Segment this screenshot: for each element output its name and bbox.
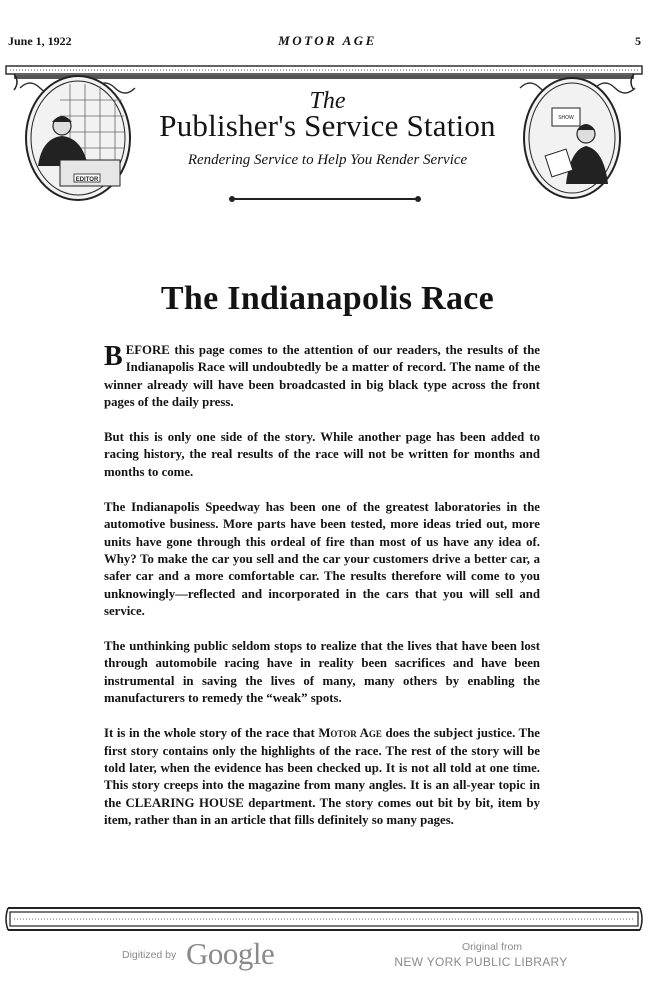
paragraph-text: It is in the whole story of the race that — [104, 726, 319, 741]
banner-tagline: Rendering Service to Help You Render Service — [187, 152, 468, 168]
library-name: NEW YORK PUBLIC LIBRARY — [394, 955, 568, 969]
article-title: The Indianapolis Race — [160, 280, 495, 317]
article-paragraph: BEFORE this page comes to the attention of our readers, the results of the Indianapolis Race will undoubtedly be a matter of record. The name of the winner already will have been broadcasted in big black type across the front pages of the daily press. — [104, 341, 540, 409]
footer-rule-ornament — [0, 900, 655, 940]
article-paragraph: But this is only one side of the story. While another page has been added to racing history, the real results of the race will not be written for months and months to come. — [104, 430, 540, 479]
original-from-label: Original from — [461, 941, 523, 953]
google-logo-text: Google — [186, 936, 275, 971]
paragraph-text: does the subject justice. The first story contains only the highlights of the race. The rest of the story will be told later, when the evidence has been checked up. It is not all told at one time. This story creeps into the magazine from many angles. It is an all-year topic in the CLEARING HOUSE department. The story comes out bit by bit, item by item, rather than in an article that fills definitely so many pages. — [104, 726, 540, 827]
header-page-number: 5 — [635, 34, 641, 48]
article-paragraph: The Indianapolis Speedway has been one of the greatest laboratories in the automotive business. More parts have been tested, more ideas tried out, more units have gone through this ordeal of fire than most of us have any idea of. Why? To make the car you sell and the car your customers drive a better car, a safer car and a more comfortable car. The results therefore will come to you unknowingly—reflected and incorporated in the cars that you will sell and service. — [104, 500, 540, 618]
magazine-name-inline: Motor Age — [318, 726, 382, 741]
editor-sign-text: EDITOR — [75, 177, 99, 183]
article-paragraph — [104, 725, 540, 829]
digitized-by-label: Digitized by — [122, 949, 177, 961]
article-body — [104, 342, 540, 847]
banner-the-script: The — [309, 88, 346, 114]
article-paragraph: The unthinking public seldom stops to realize that the lives that have been lost through automobile racing have in reality been sacrifices and have been instrumental in saving the lives of many, many others by enabling the manufacturers to remedy the “weak” spots. — [104, 639, 540, 706]
banner-title: Publisher's Service Station — [159, 108, 496, 143]
header-magazine-name: MOTOR AGE — [278, 33, 377, 48]
header-date: June 1, 1922 — [8, 34, 72, 48]
reader-sign-text: SHOW — [558, 115, 574, 121]
